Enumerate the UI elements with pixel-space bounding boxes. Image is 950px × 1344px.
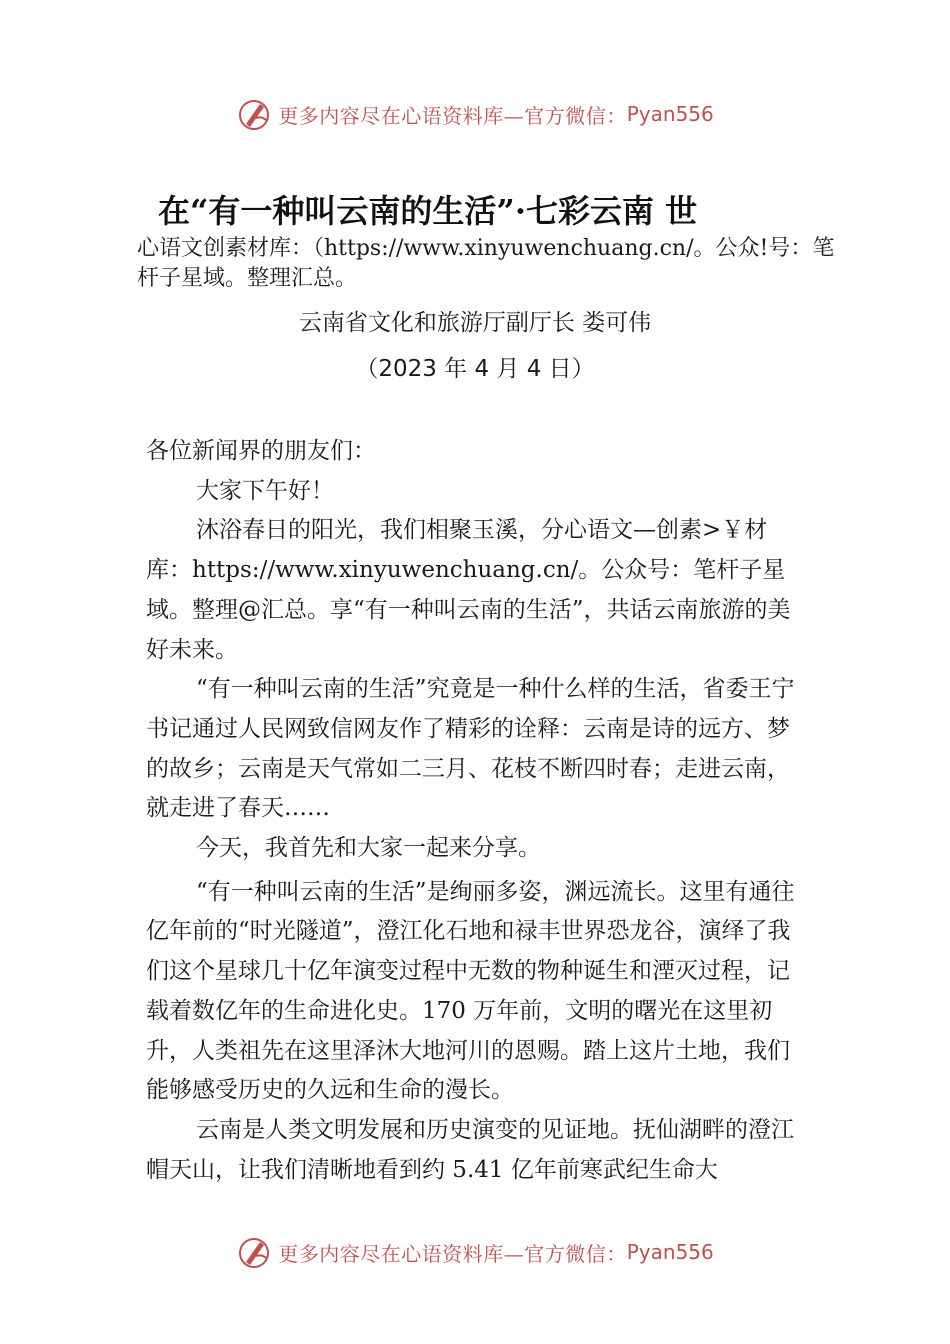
author-line: 云南省文化和旅游厅副厅长 娄可伟 (298, 310, 652, 336)
document-body (146, 432, 811, 1190)
paragraph: “有一种叫云南的生活”是绚丽多姿，渊远流长。这里有通往亿年前的“时光隧道”，澄江化石地和禄丰世界恐龙谷，演绎了我们这个星球几十亿年演变过程中无数的物种诞生和湮灭过程，记载着数亿年的生命进化史。170 万年前，文明的曙光在这里初升，人类祖先在这里泽沐大地河川的恩赐。踏上这片土地，我们能够感受历史的久远和生命的漫长。 (146, 878, 795, 1104)
source-note: 心语文创素材库：（https://www.xinyuwenchuang.cn/。公众!号：笔杆子星域。整理汇总。 (137, 236, 835, 291)
salutation: 各位新闻界的朋友们： (146, 438, 376, 464)
footer-banner (0, 1232, 950, 1272)
banner-wechat-id: Pyan556 (626, 1240, 714, 1264)
date-line: （2023 年 4 月 4 日） (355, 356, 595, 382)
paragraph: 云南是人类文明发展和历史演变的见证地。抚仙湖畔的澄江帽天山，让我们清晰地看到约 5.41 亿年前寒武纪生命大 (146, 1116, 794, 1183)
pen-logo-icon (236, 96, 272, 132)
paragraph: “有一种叫云南的生活”究竟是一种什么样的生活，省委王宁书记通过人民网致信网友作了精彩的诠释：云南是诗的远方、梦的故乡；云南是天气常如二三月、花枝不断四时春；走进云南，就走进了春天…… (146, 676, 795, 822)
pen-logo-icon (236, 1234, 272, 1270)
paragraph: 沐浴春日的阳光，我们相聚玉溪，分心语文—创素>￥材库：https://www.xinyuwenchuang.cn/。公众号：笔杆子星域。整理@汇总。享“有一种叫云南的生活”，共话云南旅游的美好未来。 (146, 517, 791, 663)
banner-text: 更多内容尽在心语资料库—官方微信： (278, 103, 627, 128)
banner-text: 更多内容尽在心语资料库—官方微信： (278, 1241, 627, 1266)
document-title: 在“有一种叫云南的生活”·七彩云南 世 (158, 192, 698, 230)
paragraph: 今天，我首先和大家一起来分享。 (196, 835, 541, 862)
banner-wechat-id: Pyan556 (626, 102, 714, 126)
header-banner (0, 94, 950, 134)
paragraph: 大家下午好！ (196, 477, 334, 504)
